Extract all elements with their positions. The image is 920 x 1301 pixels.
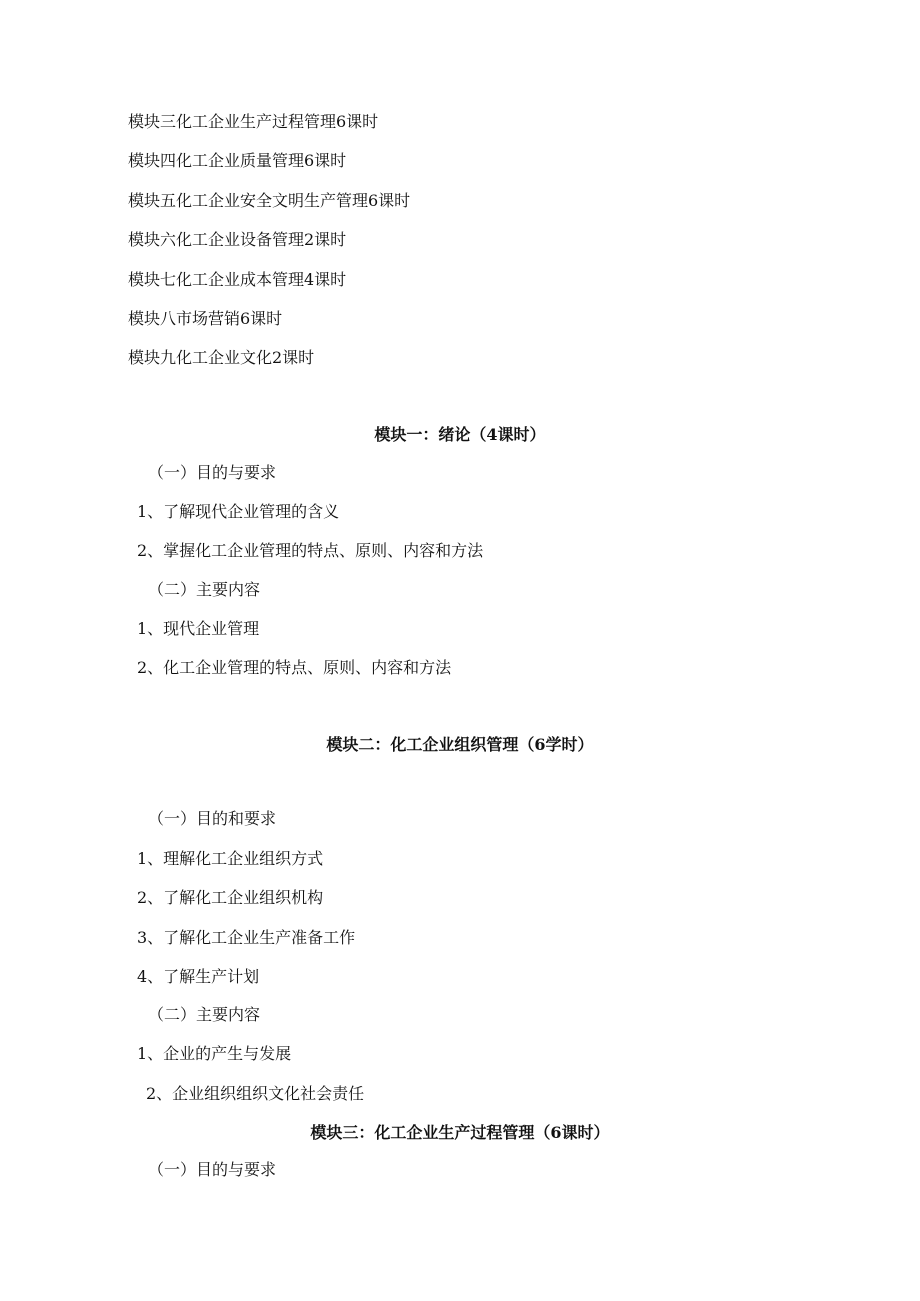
module-2-content-item: 1、企业的产生与发展 [137, 1044, 292, 1063]
module-2-goal-item: 2、了解化工企业组织机构 [137, 888, 324, 907]
module-3-title: 模块三：化工企业生产过程管理（6课时） [310, 1123, 610, 1142]
module-1-goal-item: 1、了解现代企业管理的含义 [137, 502, 340, 521]
module-1-title: 模块一：绪论（4课时） [374, 425, 546, 444]
module-2-title: 模块二：化工企业组织管理（6学时） [326, 735, 594, 754]
overview-item: 模块五化工企业安全文明生产管理6课时 [128, 191, 411, 210]
module-2-goals-heading: （一）目的和要求 [148, 809, 277, 828]
module-1-goals-heading: （一）目的与要求 [148, 463, 277, 482]
module-1-content-item: 2、化工企业管理的特点、原则、内容和方法 [137, 658, 452, 677]
module-2-content-item: 2、企业组织组织文化社会责任 [146, 1084, 365, 1103]
module-2-goal-item: 1、理解化工企业组织方式 [137, 849, 324, 868]
overview-item: 模块六化工企业设备管理2课时 [128, 230, 347, 249]
module-1-content-heading: （二）主要内容 [148, 580, 261, 599]
module-3-goals-heading: （一）目的与要求 [148, 1160, 277, 1179]
module-1-content-item: 1、现代企业管理 [137, 619, 260, 638]
module-2-goal-item: 4、了解生产计划 [137, 967, 260, 986]
module-2-content-heading: （二）主要内容 [148, 1005, 261, 1024]
overview-item: 模块七化工企业成本管理4课时 [128, 270, 347, 289]
overview-item: 模块九化工企业文化2课时 [128, 348, 315, 367]
overview-item: 模块三化工企业生产过程管理6课时 [128, 112, 379, 131]
module-2-goal-item: 3、了解化工企业生产准备工作 [137, 928, 356, 947]
overview-item: 模块八市场营销6课时 [128, 309, 283, 328]
overview-item: 模块四化工企业质量管理6课时 [128, 151, 347, 170]
module-1-goal-item: 2、掌握化工企业管理的特点、原则、内容和方法 [137, 541, 484, 560]
